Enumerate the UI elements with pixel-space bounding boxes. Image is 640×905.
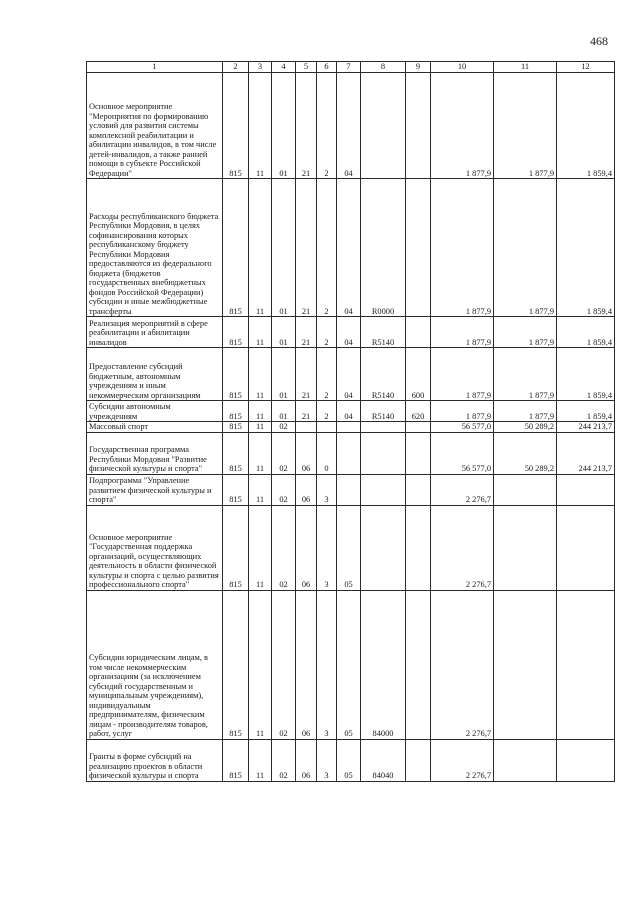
cell-c5: 21 xyxy=(296,179,317,317)
header-row xyxy=(87,62,615,73)
cell-c6: 2 xyxy=(317,317,337,348)
column-header-9: 9 xyxy=(406,62,431,73)
cell-c5: 06 xyxy=(296,590,317,739)
cell-c11: 50 289,2 xyxy=(494,422,557,433)
cell-c10: 1 877,9 xyxy=(431,317,494,348)
cell-c11: 1 877,9 xyxy=(494,401,557,422)
cell-c2: 815 xyxy=(223,348,249,401)
cell-c4: 01 xyxy=(272,179,296,317)
cell-c9: 620 xyxy=(406,401,431,422)
cell-c5: 21 xyxy=(296,73,317,179)
column-header-4: 4 xyxy=(272,62,296,73)
cell-c4: 02 xyxy=(272,474,296,505)
cell-c6: 2 xyxy=(317,179,337,317)
table-row xyxy=(87,474,615,505)
cell-c2: 815 xyxy=(223,505,249,590)
cell-c11: 1 877,9 xyxy=(494,179,557,317)
cell-c8: R5140 xyxy=(361,401,406,422)
cell-c7 xyxy=(337,432,361,474)
column-header-6: 6 xyxy=(317,62,337,73)
cell-c3: 11 xyxy=(249,73,272,179)
cell-c10: 56 577,0 xyxy=(431,422,494,433)
cell-c9 xyxy=(406,739,431,781)
cell-c7: 04 xyxy=(337,179,361,317)
table-row xyxy=(87,505,615,590)
cell-c7: 05 xyxy=(337,739,361,781)
cell-c8: R5140 xyxy=(361,348,406,401)
cell-c3: 11 xyxy=(249,474,272,505)
cell-c4: 02 xyxy=(272,739,296,781)
cell-c11 xyxy=(494,739,557,781)
cell-c2: 815 xyxy=(223,432,249,474)
row-name: Предоставление субсидий бюджетным, автономным учреждениям и иным некоммерческим организациям xyxy=(87,348,223,401)
cell-c8 xyxy=(361,73,406,179)
column-header-3: 3 xyxy=(249,62,272,73)
cell-c2: 815 xyxy=(223,73,249,179)
cell-c12: 1 859,4 xyxy=(557,348,615,401)
cell-c4: 02 xyxy=(272,432,296,474)
cell-c3: 11 xyxy=(249,432,272,474)
cell-c2: 815 xyxy=(223,179,249,317)
cell-c6: 3 xyxy=(317,505,337,590)
cell-c11: 1 877,9 xyxy=(494,348,557,401)
table-row xyxy=(87,317,615,348)
cell-c2: 815 xyxy=(223,474,249,505)
cell-c11: 1 877,9 xyxy=(494,73,557,179)
cell-c8 xyxy=(361,422,406,433)
cell-c4: 01 xyxy=(272,348,296,401)
column-header-5: 5 xyxy=(296,62,317,73)
table-row xyxy=(87,590,615,739)
cell-c9 xyxy=(406,505,431,590)
cell-c8 xyxy=(361,505,406,590)
table-row xyxy=(87,179,615,317)
cell-c11 xyxy=(494,474,557,505)
budget-table xyxy=(86,61,615,782)
cell-c3: 11 xyxy=(249,317,272,348)
cell-c9 xyxy=(406,73,431,179)
cell-c2: 815 xyxy=(223,422,249,433)
cell-c10: 2 276,7 xyxy=(431,590,494,739)
cell-c11 xyxy=(494,505,557,590)
cell-c10: 56 577,0 xyxy=(431,432,494,474)
cell-c12 xyxy=(557,739,615,781)
table-row xyxy=(87,401,615,422)
cell-c9 xyxy=(406,179,431,317)
cell-c5: 06 xyxy=(296,739,317,781)
page-number: 468 xyxy=(590,34,608,48)
row-name: Государственная программа Республики Мордовия "Развитие физической культуры и спорта" xyxy=(87,432,223,474)
table-row xyxy=(87,422,615,433)
cell-c6: 3 xyxy=(317,474,337,505)
cell-c6: 3 xyxy=(317,590,337,739)
cell-c12: 1 859,4 xyxy=(557,317,615,348)
cell-c10: 1 877,9 xyxy=(431,73,494,179)
cell-c12 xyxy=(557,505,615,590)
column-header-7: 7 xyxy=(337,62,361,73)
cell-c12: 244 213,7 xyxy=(557,422,615,433)
table-row xyxy=(87,432,615,474)
table-body xyxy=(87,73,615,782)
cell-c6: 2 xyxy=(317,401,337,422)
column-header-8: 8 xyxy=(361,62,406,73)
cell-c9 xyxy=(406,317,431,348)
cell-c5: 06 xyxy=(296,505,317,590)
cell-c7: 04 xyxy=(337,401,361,422)
cell-c7: 05 xyxy=(337,505,361,590)
row-name: Основное мероприятие "Мероприятия по формированию условий для развития системы комплексной реабилитации и абилитации инвалидов, в том числе детей-инвалидов, а также ранней помощи в субъекте Российской Федерации" xyxy=(87,73,223,179)
cell-c12: 1 859,4 xyxy=(557,179,615,317)
table-row xyxy=(87,73,615,179)
cell-c7: 05 xyxy=(337,590,361,739)
cell-c4: 01 xyxy=(272,401,296,422)
row-name: Субсидии юридическим лицам, в том числе некоммерческим организациям (за исключением субсидий государственным и муниципальным учреждениям), индивидуальным предпринимателям, физическим лицам - производителям товаров, работ, услуг xyxy=(87,590,223,739)
cell-c12: 244 213,7 xyxy=(557,432,615,474)
cell-c5: 06 xyxy=(296,432,317,474)
cell-c4: 02 xyxy=(272,422,296,433)
table-row xyxy=(87,348,615,401)
cell-c11 xyxy=(494,590,557,739)
cell-c9 xyxy=(406,432,431,474)
cell-c2: 815 xyxy=(223,317,249,348)
cell-c10: 2 276,7 xyxy=(431,739,494,781)
cell-c5: 21 xyxy=(296,401,317,422)
column-header-1: 1 xyxy=(87,62,223,73)
row-name: Субсидии автономным учреждениям xyxy=(87,401,223,422)
cell-c6: 2 xyxy=(317,73,337,179)
cell-c6 xyxy=(317,422,337,433)
row-name: Реализация мероприятий в сфере реабилитации и абилитации инвалидов xyxy=(87,317,223,348)
cell-c10: 2 276,7 xyxy=(431,474,494,505)
cell-c3: 11 xyxy=(249,590,272,739)
cell-c6: 0 xyxy=(317,432,337,474)
column-header-11: 11 xyxy=(494,62,557,73)
cell-c9 xyxy=(406,422,431,433)
cell-c5: 21 xyxy=(296,348,317,401)
cell-c9 xyxy=(406,474,431,505)
row-name: Гранты в форме субсидий на реализацию проектов в области физической культуры и спорта xyxy=(87,739,223,781)
row-name: Массовый спорт xyxy=(87,422,223,433)
cell-c10: 2 276,7 xyxy=(431,505,494,590)
cell-c8: 84000 xyxy=(361,590,406,739)
cell-c6: 3 xyxy=(317,739,337,781)
column-header-2: 2 xyxy=(223,62,249,73)
cell-c4: 02 xyxy=(272,590,296,739)
cell-c3: 11 xyxy=(249,179,272,317)
cell-c12: 1 859,4 xyxy=(557,401,615,422)
row-name: Основное мероприятие "Государственная поддержка организаций, осуществляющих деятельность в области физической культуры и спорта с целью развития профессионального спорта" xyxy=(87,505,223,590)
cell-c7 xyxy=(337,422,361,433)
cell-c10: 1 877,9 xyxy=(431,179,494,317)
cell-c2: 815 xyxy=(223,590,249,739)
cell-c12 xyxy=(557,474,615,505)
cell-c3: 11 xyxy=(249,505,272,590)
cell-c3: 11 xyxy=(249,401,272,422)
cell-c12 xyxy=(557,590,615,739)
cell-c8: R5140 xyxy=(361,317,406,348)
cell-c5: 06 xyxy=(296,474,317,505)
cell-c5: 21 xyxy=(296,317,317,348)
cell-c8 xyxy=(361,432,406,474)
cell-c3: 11 xyxy=(249,348,272,401)
cell-c8: R0000 xyxy=(361,179,406,317)
cell-c7: 04 xyxy=(337,317,361,348)
cell-c4: 01 xyxy=(272,317,296,348)
table-row xyxy=(87,739,615,781)
cell-c7: 04 xyxy=(337,348,361,401)
cell-c11: 1 877,9 xyxy=(494,317,557,348)
cell-c11: 50 289,2 xyxy=(494,432,557,474)
cell-c3: 11 xyxy=(249,739,272,781)
cell-c3: 11 xyxy=(249,422,272,433)
cell-c2: 815 xyxy=(223,739,249,781)
cell-c10: 1 877,9 xyxy=(431,348,494,401)
cell-c9 xyxy=(406,590,431,739)
cell-c12: 1 859,4 xyxy=(557,73,615,179)
cell-c8: 84040 xyxy=(361,739,406,781)
cell-c2: 815 xyxy=(223,401,249,422)
cell-c5 xyxy=(296,422,317,433)
cell-c7: 04 xyxy=(337,73,361,179)
cell-c6: 2 xyxy=(317,348,337,401)
cell-c7 xyxy=(337,474,361,505)
cell-c9: 600 xyxy=(406,348,431,401)
cell-c8 xyxy=(361,474,406,505)
cell-c4: 02 xyxy=(272,505,296,590)
column-header-12: 12 xyxy=(557,62,615,73)
column-header-10: 10 xyxy=(431,62,494,73)
row-name: Подпрограмма "Управление развитием физической культуры и спорта" xyxy=(87,474,223,505)
cell-c10: 1 877,9 xyxy=(431,401,494,422)
cell-c4: 01 xyxy=(272,73,296,179)
row-name: Расходы республиканского бюджета Республики Мордовия, в целях софинансирования которых республиканскому бюджету Республики Мордовия предоставляются из федерального бюджета (бюджетов государственных внебюджетных фондов Российской Федерации) субсидии и иные межбюджетные трансферты xyxy=(87,179,223,317)
